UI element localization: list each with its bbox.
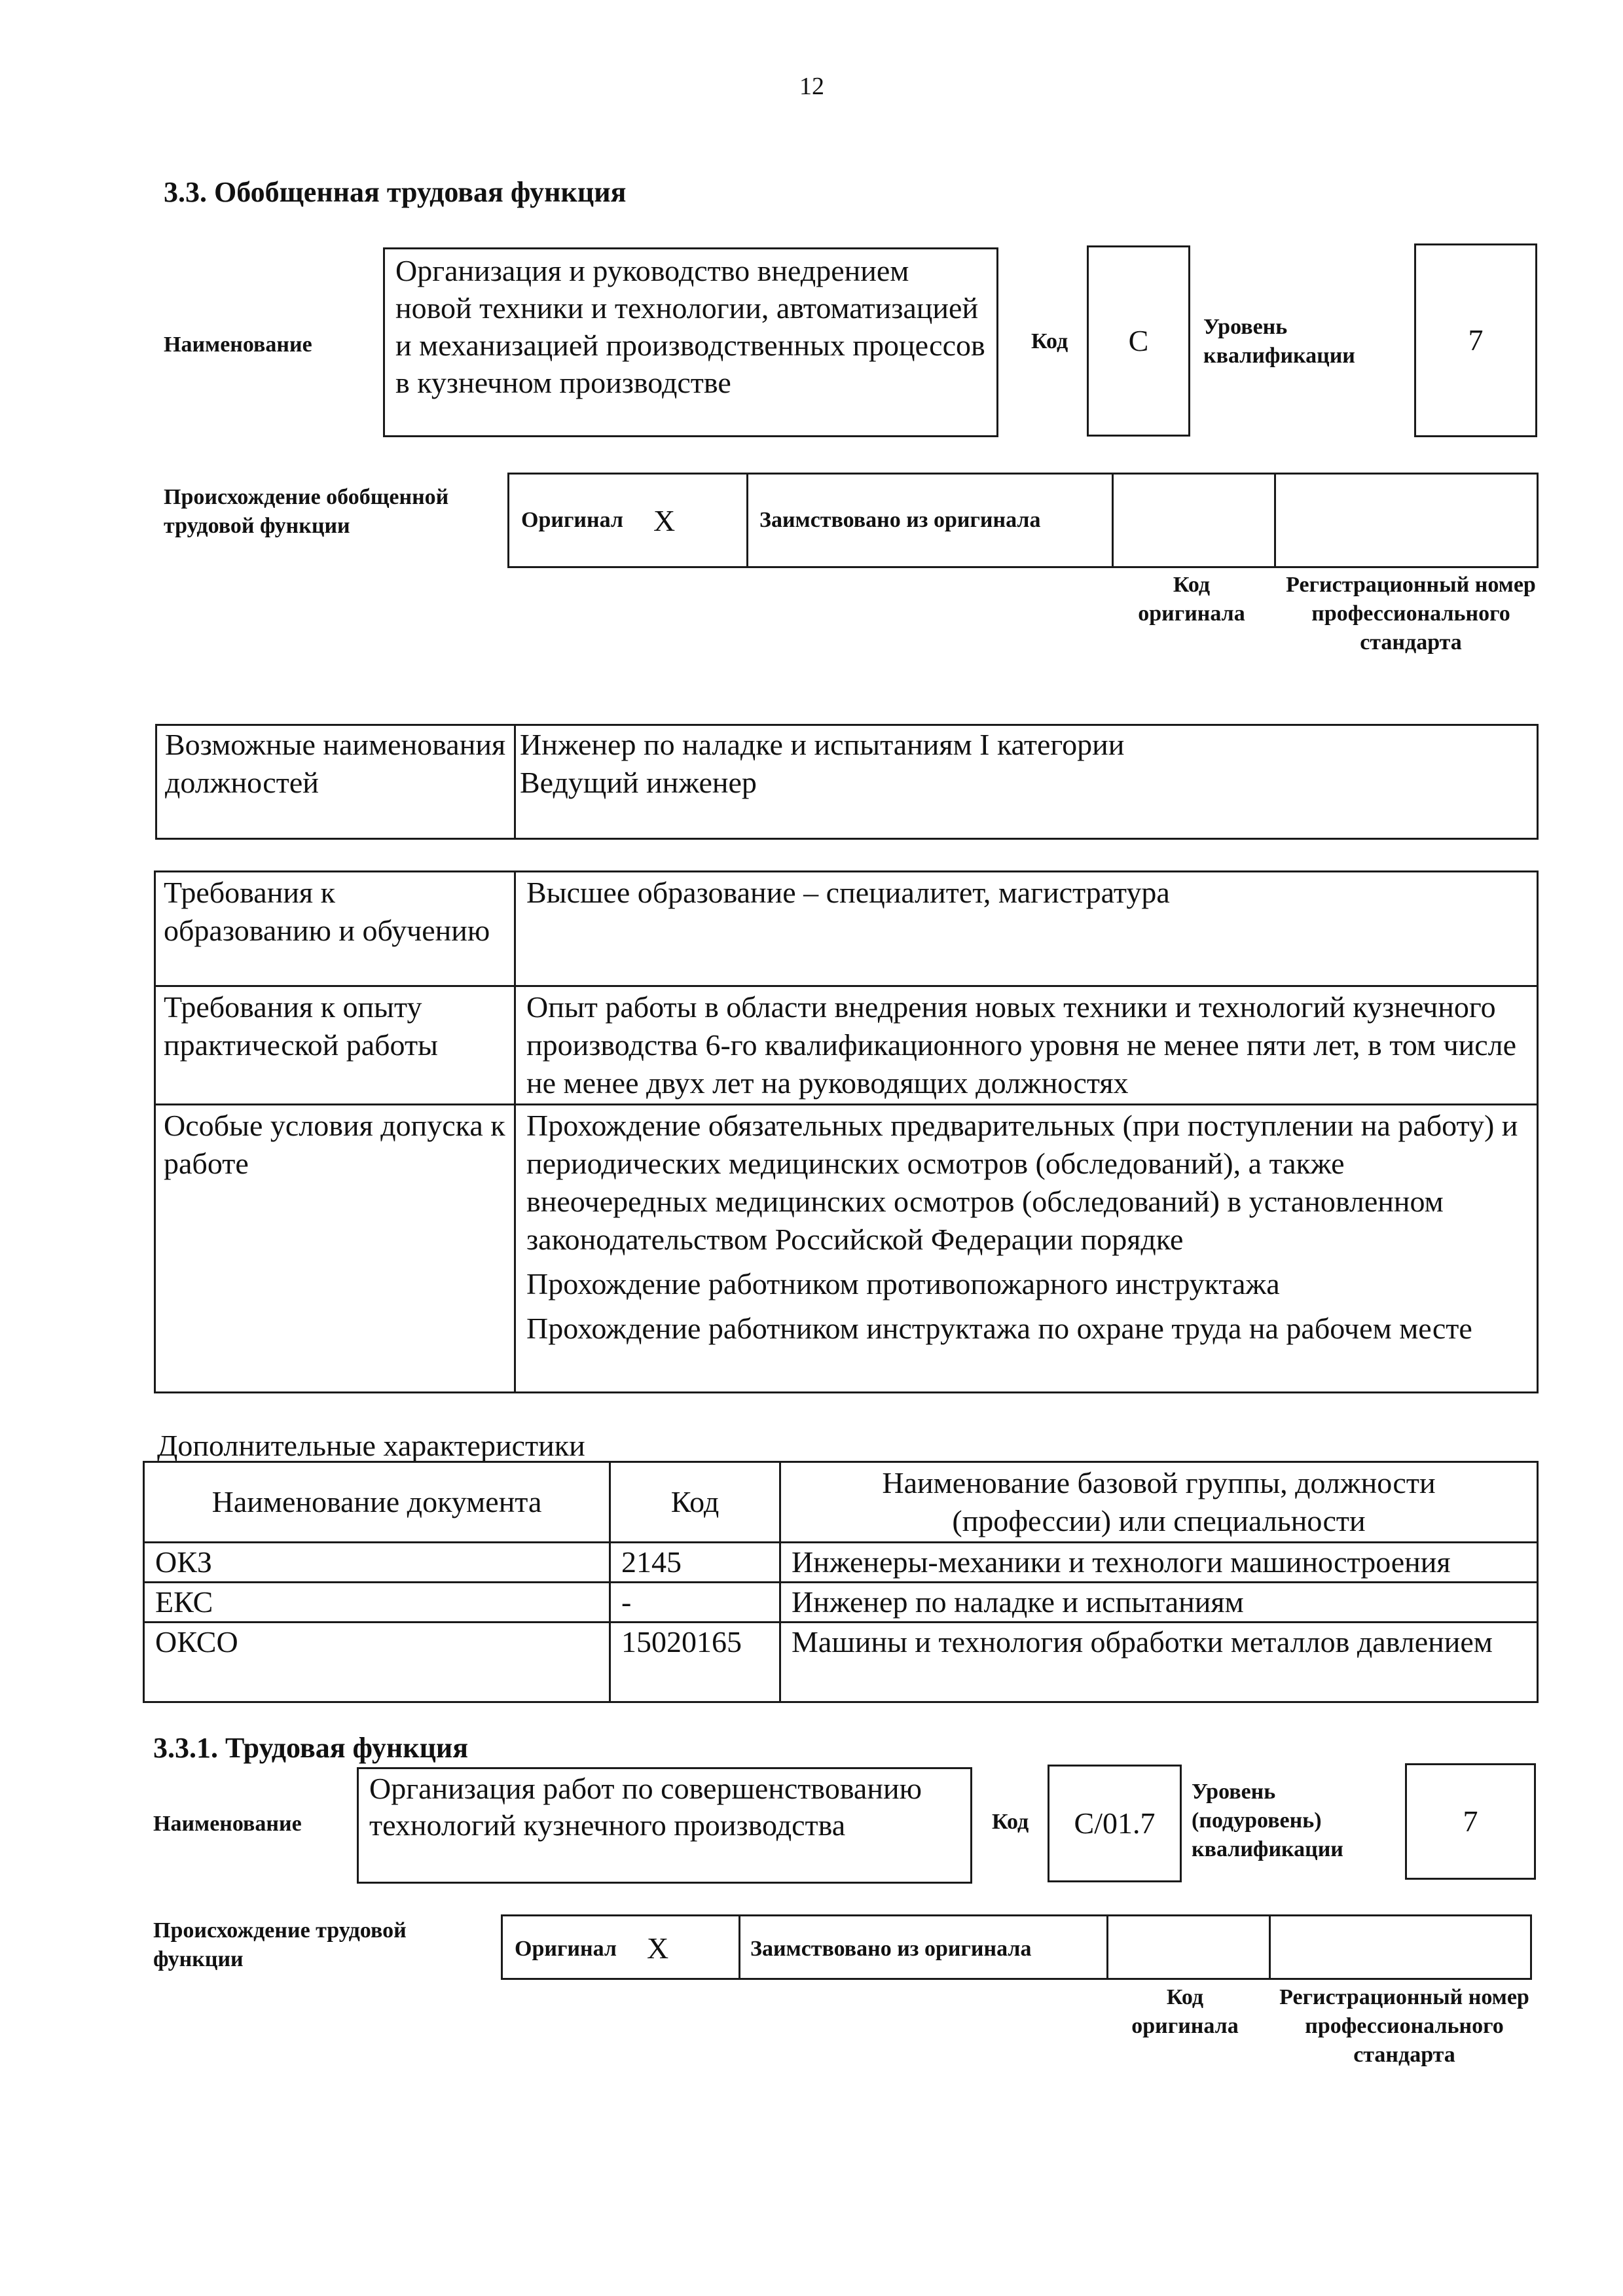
req-value: Прохождение работником противопожарного инструктажа [526, 1267, 1280, 1300]
divider [1112, 475, 1114, 566]
additional-table [143, 1461, 1539, 1703]
additional-title: Дополнительные характеристики [157, 1429, 585, 1462]
position-item: Ведущий инженер [520, 766, 757, 799]
positions-table [155, 724, 1539, 840]
additional-header: Наименование документа [144, 1462, 610, 1543]
original-mark: X [647, 1931, 669, 1965]
code-value: C [1128, 324, 1149, 357]
additional-header: Наименование базовой группы, должности (профессии) или специальности [780, 1462, 1538, 1543]
level-label: Уровень квалификации [1203, 315, 1355, 368]
req-value: Высшее образование – специалитет, магистратура [526, 876, 1170, 909]
req-label: Требования к образованию и обучению [155, 872, 515, 986]
borrowed-label: Заимствовано из оригинала [750, 1937, 1032, 1961]
function-name-value: Организация и руководство внедрением новой техники и технологии, автоматизацией и механизацией производственных процессов в кузнечном производстве [395, 254, 985, 399]
original-label: Оригинал [515, 1937, 617, 1961]
additional-cell: 15020165 [610, 1623, 780, 1702]
orig-code-caption: Код оригинала [1131, 1985, 1239, 2038]
additional-cell: ОКЗ [144, 1543, 610, 1583]
additional-cell: ЕКС [144, 1583, 610, 1623]
positions-label: Возможные наименования должностей [156, 725, 515, 839]
req-value: Прохождение обязательных предварительных (при поступлении на работу) и периодических медицинских осмотров (обследований), а также внеочередных медицинских осмотров (обследований) в установленном законодательством Российской Федерации порядке [526, 1109, 1518, 1256]
req-label: Особые условия допуска к работе [155, 1105, 515, 1393]
reg-number-caption: Регистрационный номер профессионального стандарта [1279, 1985, 1529, 2067]
position-item: Инженер по наладке и испытаниям I категории [520, 728, 1125, 761]
section-heading: 3.3. Обобщенная трудовая функция [164, 176, 627, 208]
additional-cell: - [610, 1583, 780, 1623]
code-value: C/01.7 [1074, 1806, 1156, 1840]
level-value: 7 [1463, 1804, 1478, 1838]
code-box [1087, 245, 1190, 437]
additional-cell: 2145 [610, 1543, 780, 1583]
reg-number-caption: Регистрационный номер профессионального стандарта [1286, 573, 1536, 655]
code-label: Код [992, 1810, 1029, 1834]
code-label: Код [1031, 329, 1068, 353]
requirements-table [154, 870, 1539, 1393]
name-label: Наименование [164, 332, 312, 357]
req-value: Прохождение работником инструктажа по охране труда на рабочем месте [526, 1312, 1472, 1345]
function-name-value: Организация работ по совершенствованию технологий кузнечного производства [369, 1772, 922, 1842]
code-box [1048, 1765, 1182, 1882]
level-value: 7 [1468, 323, 1484, 357]
additional-header: Код [610, 1462, 780, 1543]
origin-row [501, 1914, 1532, 1980]
divider [1274, 475, 1276, 566]
divider [746, 475, 748, 566]
divider [1106, 1916, 1108, 1978]
origin-label: Происхождение трудовой функции [153, 1918, 407, 1971]
original-mark: X [653, 504, 676, 537]
level-box [1405, 1763, 1536, 1880]
additional-cell: Инженеры-механики и технологи машиностроения [780, 1543, 1538, 1583]
req-label: Требования к опыту практической работы [155, 986, 515, 1105]
req-value: Опыт работы в области внедрения новых техники и технологий кузнечного производства 6-го квалификационного уровня не менее пяти лет, в том числе не менее двух лет на руководящих должностях [526, 990, 1517, 1100]
page-number: 12 [799, 73, 824, 100]
additional-cell: Инженер по наладке и испытаниям [780, 1583, 1538, 1623]
level-box [1414, 243, 1537, 437]
function-name-box [383, 247, 998, 437]
divider [1269, 1916, 1271, 1978]
origin-row [507, 473, 1539, 568]
level-label: Уровень (подуровень) квалификации [1192, 1780, 1343, 1861]
additional-cell: Машины и технология обработки металлов давлением [780, 1623, 1538, 1702]
orig-code-caption: Код оригинала [1138, 573, 1245, 626]
borrowed-label: Заимствовано из оригинала [759, 508, 1041, 532]
origin-label: Происхождение обобщенной трудовой функции [164, 485, 449, 538]
divider [739, 1916, 740, 1978]
additional-cell: ОКСО [144, 1623, 610, 1702]
original-label: Оригинал [521, 508, 623, 532]
name-label: Наименование [153, 1812, 302, 1836]
section-heading: 3.3.1. Трудовая функция [153, 1732, 469, 1764]
function-name-box [357, 1767, 972, 1884]
